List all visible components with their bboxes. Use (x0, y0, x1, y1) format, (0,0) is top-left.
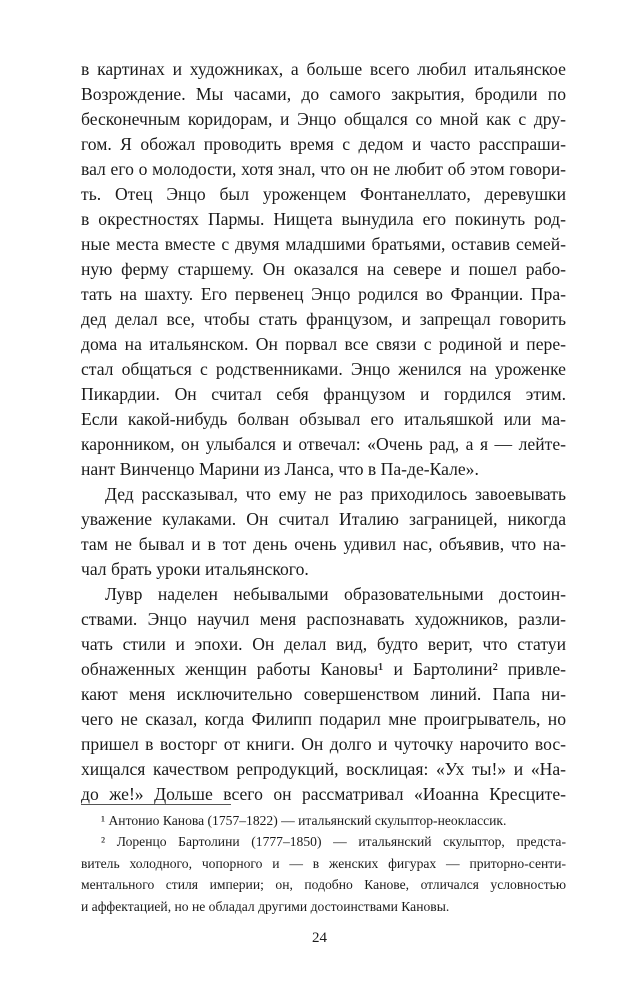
text-line: в картинах и художниках, а больше всего любил итальянское (81, 59, 566, 79)
text-line: ть. Отец Энцо был уроженцем Фонтанеллато, деревушки (81, 184, 566, 204)
text-line: кают меня исключительно совершенством линий. Папа ни- (81, 684, 566, 704)
text-line: нант Винченцо Марини из Ланса, что в Па-де-Кале». (81, 459, 479, 479)
footnote-line: ¹ Антонио Канова (1757–1822) — итальянский скульптор-неоклассик. (101, 813, 507, 828)
text-line: Пикардии. Он считал себя французом и гордился этим. (81, 384, 566, 404)
text-line: тать на шахту. Его первенец Энцо родился во Франции. Пра- (81, 284, 566, 304)
footnote-line: витель холодного, чопорного и — в женских фигурах — приторно-сенти- (81, 855, 566, 871)
text-line: пришел в восторг от книги. Он долго и чуточку нарочито вос- (81, 734, 566, 754)
text-line: дед делал все, чтобы стать французом, и запрещал говорить (81, 309, 566, 329)
body-text (81, 57, 566, 807)
text-line: Если какой-нибудь болван обзывал его итальяшкой или ма- (81, 409, 566, 429)
text-line: Дед рассказывал, что ему не раз приходилось завоевывать (105, 484, 566, 504)
footnotes (81, 810, 566, 917)
text-line: в окрестностях Пармы. Нищета вынудила его покинуть род- (81, 209, 566, 229)
text-line: каронником, он улыбался и отвечал: «Очень рад, а я — лейте- (81, 434, 566, 454)
footnote-line: ² Лоренцо Бартолини (1777–1850) — итальянский скульптор, предста- (101, 834, 566, 850)
footnote-line: ментального стиля империи; он, подобно Канове, отличался условностью (81, 877, 566, 893)
text-line: уважение кулаками. Он считал Италию заграницей, никогда (81, 509, 566, 529)
text-line: чего не сказал, когда Филипп подарил мне проигрыватель, но (81, 709, 566, 729)
text-line: Возрождение. Мы часами, до самого закрытия, бродили по (81, 84, 566, 104)
text-line: ную ферму старшему. Он оказался на севере и пошел рабо- (81, 259, 566, 279)
text-line: стал общаться с родственниками. Энцо женился на уроженке (81, 359, 566, 379)
text-line: чал брать уроки итальянского. (81, 559, 309, 579)
footnote-divider (81, 804, 231, 805)
text-line: бесконечным коридорам, и Энцо общался со мной как с дру- (81, 109, 566, 129)
text-line: хищался качеством репродукций, восклицая: «Ух ты!» и «На- (81, 759, 566, 779)
text-line: гом. Я обожал проводить время с дедом и часто расспраши- (81, 134, 566, 154)
text-line: там не бывал и в тот день очень удивил нас, объявив, что на- (81, 534, 566, 554)
footnote-line: и аффектацией, но не обладал другими достоинствами Кановы. (81, 898, 450, 914)
text-line: Лувр наделен небывалыми образовательными достоин- (105, 584, 566, 604)
text-line: чать стили и эпохи. Он делал вид, будто верит, что статуи (81, 634, 566, 654)
text-line: вал его о молодости, хотя знал, что он не любит об этом говори- (81, 159, 566, 179)
text-line: ствами. Энцо научил меня распознавать художников, разли- (81, 609, 566, 629)
text-line: дома на итальянском. Он порвал все связи с родиной и пере- (81, 334, 566, 354)
text-line: обнаженных женщин работы Кановы¹ и Бартолини² привле- (81, 659, 566, 679)
text-line: ные места вместе с двумя младшими братьями, оставив семей- (81, 234, 566, 254)
text-line: до же!» Дольше всего он рассматривал «Иоанна Кресците- (81, 784, 566, 804)
page-number: 24 (312, 930, 327, 946)
